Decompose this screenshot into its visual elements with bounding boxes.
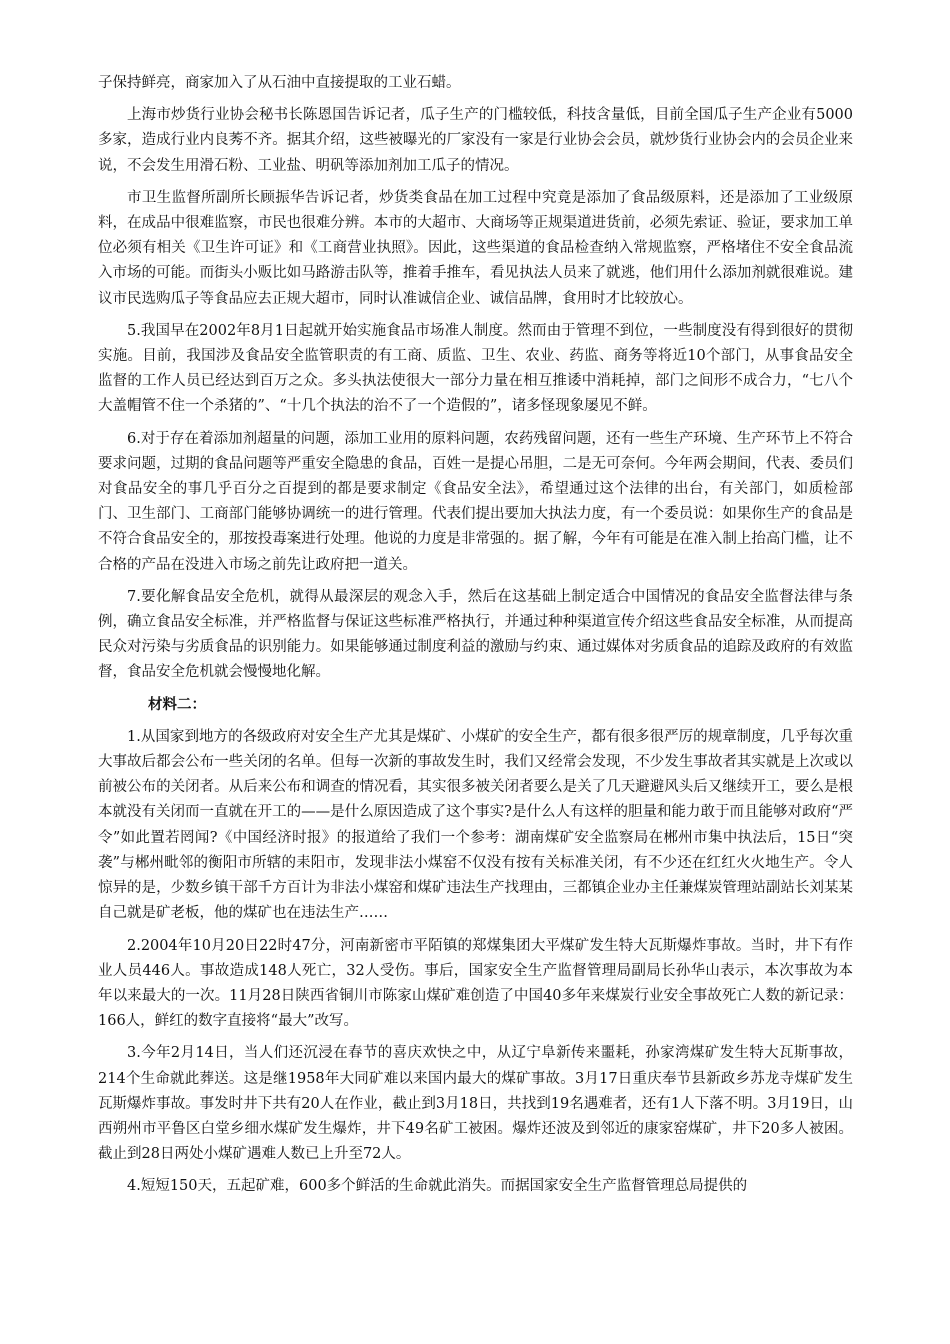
section-paragraph-item-4: 4.短短150天，五起矿难，600多个鲜活的生命就此消失。而据国家安全生产监督管理总局提供的 bbox=[127, 1178, 748, 1195]
paragraph-continuation: 子保持鲜亮，商家加入了从石油中直接提取的工业石蜡。 bbox=[98, 75, 461, 91]
section-paragraph-item-1: 1.从国家到地方的各级政府对安全生产尤其是煤矿、小煤矿的安全生产，都有很多很严厉的规章制度，几乎每次重大事故后都会公布一些关闭的名单。但每一次新的事故发生时，我们又经常会发现，不少发生事故者其实就是上次或以前被公布的关闭者。从后来公布和调查的情况看，其实很多被关闭者要么是关了几天避避风头后又继续开工，要么是根本就没有关闭而一直就在开工的——是什么原因造成了这个事实?是什么人有这样的胆量和能力敢于而且能够对政府“严令”如此置若罔闻?《中国经济时报》的报道给了我们一个参考：湖南煤矿安全监察局在郴州市集中执法后，15日“突袭”与郴州毗邻的衡阳市所辖的耒阳市，发现非法小煤窑不仅没有按有关标准关闭，有不少还在红红火火地生产。令人惊异的是，少数乡镇干部千方百计为非法小煤窑和煤矿违法生产找理由，三都镇企业办主任兼煤炭管理站副站长刘某某自己就是矿老板，他的煤矿也在违法生产…… bbox=[98, 728, 853, 922]
paragraph-item-7: 7.要化解食品安全危机，就得从最深层的观念入手，然后在这基础上制定适合中国情况的食品安全监督法律与条例，确立食品安全标准，并严格监督与保证这些标准严格执行，并通过种种渠道宣传介绍这些食品安全标准，从而提高民众对污染与劣质食品的识别能力。如果能够通过制度利益的激励与约束、通过媒体对劣质食品的追踪及政府的有效监督，食品安全危机就会慢慢地化解。 bbox=[98, 588, 853, 681]
paragraph-chen-enguo: 上海市炒货行业协会秘书长陈恩国告诉记者，瓜子生产的门槛较低，科技含量低，目前全国瓜子生产企业有5000多家，造成行业内良莠不齐。据其介绍，这些被曝光的厂家没有一家是行业协会会员，就炒货行业协会内的会员企业来说，不会发生用滑石粉、工业盐、明矾等添加剂加工瓜子的情况。 bbox=[98, 107, 853, 174]
paragraph-item-5: 5.我国早在2002年8月1日起就开始实施食品市场准人制度。然而由于管理不到位，一些制度没有得到很好的贯彻实施。目前，我国涉及食品安全监管职责的有工商、质监、卫生、农业、药监、商务等将近10个部门，从事食品安全监督的工作人员已经达到百万之众。多头执法使很大一部分力量在相互推诿中消耗掉，部门之间形不成合力，“七八个大盖帽管不住一个杀猪的”、“十几个执法的治不了一个造假的”，诸多怪现象屡见不鲜。 bbox=[98, 322, 853, 415]
section-paragraph-item-2: 2.2004年10月20日22时47分，河南新密市平陌镇的郑煤集团大平煤矿发生特大瓦斯爆炸事故。当时，井下有作业人员446人。事故造成148人死亡，32人受伤。事后，国家安全生产监督管理局副局长孙华山表示，本次事故为本年以来最大的一次。11月28日陕西省铜川市陈家山煤矿难创造了中国40多年来煤炭行业安全事故死亡人数的新记录：166人，鲜红的数字直接将“最大”改写。 bbox=[98, 937, 853, 1030]
document-page bbox=[98, 71, 853, 1207]
section-paragraph-item-3: 3.今年2月14日，当人们还沉浸在春节的喜庆欢快之中，从辽宁阜新传来噩耗，孙家湾煤矿发生特大瓦斯事故，214个生命就此葬送。这是继1958年大同矿难以来国内最大的煤矿事故。3月17日重庆奉节县新政乡苏龙寺煤矿发生瓦斯爆炸事故。事发时井下共有20人在作业，截止到3月18日，共找到19名遇难者，还有1人下落不明。3月19日，山西朔州市平鲁区白堂乡细水煤矿发生爆炸，井下49名矿工被困。爆炸还波及到邻近的康家窑煤矿，井下20多人被困。截止到28日两处小煤矿遇难人数已上升至72人。 bbox=[98, 1045, 853, 1163]
paragraph-gu-zhenhua: 市卫生监督所副所长顾振华告诉记者，炒货类食品在加工过程中究竟是添加了食品级原料，还是添加了工业级原料，在成品中很难监察，市民也很难分辨。本市的大超市、大商场等正规渠道进货前，必须先索证、验证，要求加工单位必须有相关《卫生许可证》和《工商营业执照》。因此，这些渠道的食品检查纳入常规监察，严格堵住不安全食品流入市场的可能。而街头小贩比如马路游击队等，推着手推车，看见执法人员来了就逃，他们用什么添加剂就很难说。建议市民选购瓜子等食品应去正规大超市，同时认准诚信企业、诚信品牌，食用时才比较放心。 bbox=[98, 189, 853, 307]
section-heading: 材料二： bbox=[148, 696, 206, 713]
paragraph-item-6: 6.对于存在着添加剂超量的问题，添加工业用的原料问题，农药残留问题，还有一些生产环境、生产环节上不符合要求问题，过期的食品问题等严重安全隐患的食品，百姓一是提心吊胆，二是无可奈何。今年两会期间，代表、委员们对食品安全的事几乎百分之百提到的都是要求制定《食品安全法》，希望通过这个法律的出台，有关部门，如质检部门、卫生部门、工商部门能够协调统一的进行管理。代表们提出要加大执法力度，有一个委员说：如果你生产的食品是不符合食品安全的，那按投毒案进行处理。他说的力度是非常强的。据了解，今年有可能是在准入制上抬高门槛，让不合格的产品在没进入市场之前先让政府把一道关。 bbox=[98, 430, 853, 573]
